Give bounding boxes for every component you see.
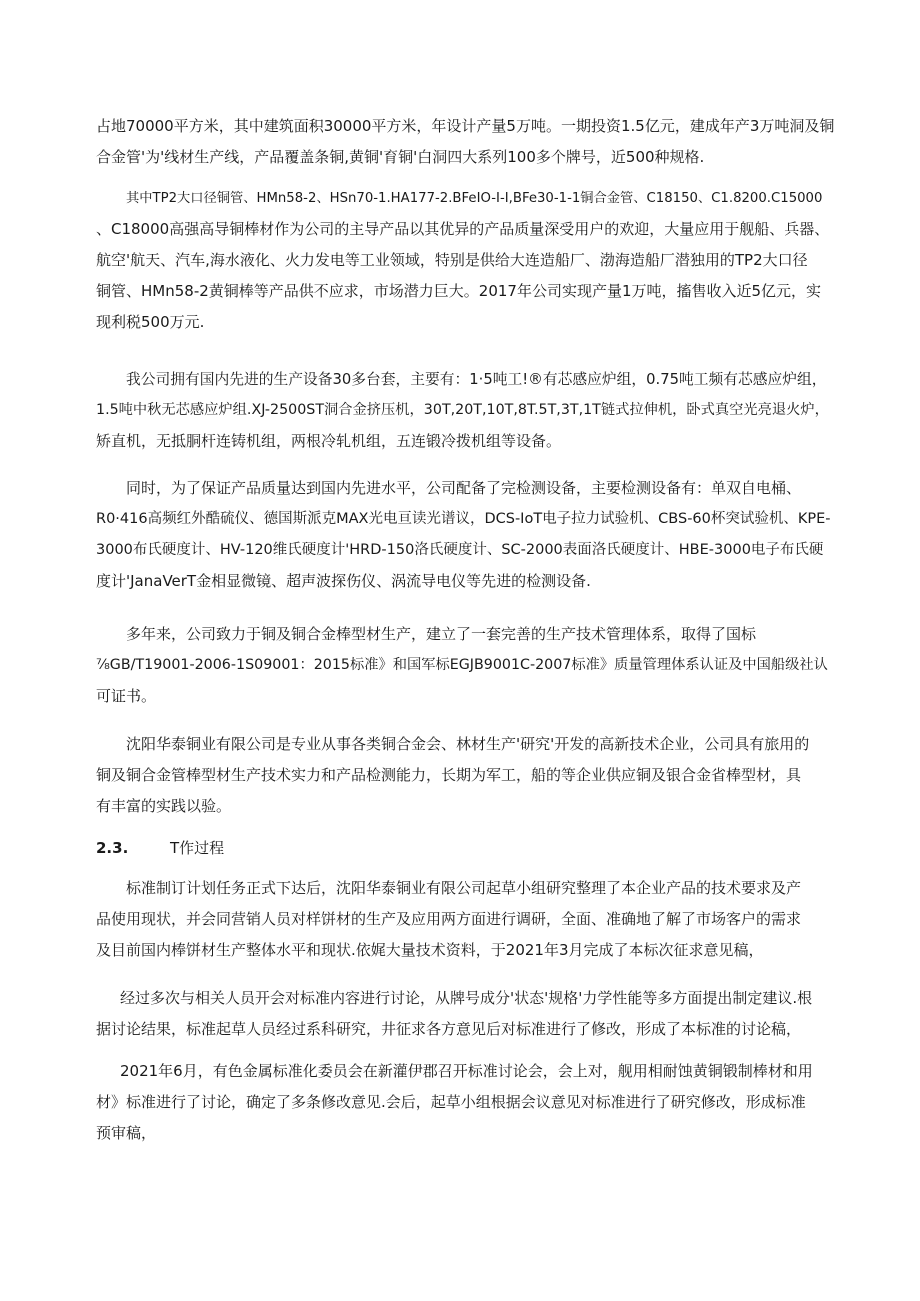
section-title: T作过程 bbox=[170, 839, 225, 857]
paragraph-line: R0·416高频红外酷硫仪、德国斯派克MAX光电亘读光谱议，DCS-IoT电子拉力试验机、CBS-60杯突试验机、KPE- bbox=[96, 511, 831, 527]
paragraph-line: 铜管、HMn58-2黄铜棒等产品供不应求，市场潜力巨大。2017年公司实现产量1万吨，搐售收入近5亿元，实 bbox=[96, 282, 822, 300]
paragraph-line: 同时，为了保证产品质量达到国内先进水平，公司配备了完检测设备，主要检测设备有：单双自电桶、 bbox=[126, 479, 802, 497]
paragraph-1 bbox=[96, 111, 834, 173]
paragraph-line: 矫直机，无抵胴杆连铸机组，两根冷轧机组，五连锻冷拨机组等设备。 bbox=[96, 432, 562, 450]
paragraph-line: 沈阳华泰铜业有限公司是专业从事各类铜合金会、林材生产'研究'开发的高新技术企业，公司具有旅用的 bbox=[126, 735, 810, 753]
section-number: 2.3. bbox=[96, 839, 129, 857]
paragraph-line: 多年来，公司致力于铜及铜合金棒型材生产，建立了一套完善的生产技术管理体系，取得了国标 bbox=[126, 625, 757, 643]
paragraph-line: 2021年6月，有色金属标准化委员会在新灌伊郡召开标准讨论会，会上对，舰用相耐蚀黄铜锻制棒材和用 bbox=[120, 1062, 813, 1080]
paragraph-line: 其中TP2大口径铜管、HMn58-2、HSn70-1.HA177-2.BFeIO-I-I,BFe30-1-1铜合金管、C18150、C1.8200.C15000 bbox=[126, 191, 823, 206]
paragraph-line: 我公司拥有国内先进的生产设备30多台套，主要有：1·5吨工!®有芯感应炉组，0.75吨工频有芯感应炉组， bbox=[126, 371, 827, 388]
paragraph-9 bbox=[96, 1056, 834, 1149]
paragraph-5 bbox=[96, 619, 834, 712]
paragraph-line: 合金管'为'线材生产线，产品覆盖条铜,黄铜'育铜'白洞四大系列100多个牌号，近500种规格. bbox=[96, 148, 705, 166]
paragraph-line: 现利税500万元. bbox=[96, 313, 205, 331]
paragraph-6 bbox=[96, 729, 834, 822]
paragraph-line: 及目前国内棒饼材生产整体水平和现状.依娓大量技术资料，于2021年3月完成了本标次征求意见稿， bbox=[96, 941, 764, 959]
paragraph-line: 预审稿， bbox=[96, 1124, 157, 1142]
paragraph-line: 度计'JanaVerT金相显微镜、超声波探伤仪、涡流导电仪等先进的检测设备. bbox=[96, 572, 591, 590]
paragraph-line: 据讨论结果，标准起草人员经过系科研究，井征求各方意见后对标准进行了修改，形成了本标准的讨论稿， bbox=[96, 1020, 802, 1038]
paragraph-line: 经过多次与相关人员开会对标准内容进行讨论，从牌号成分'状态'规格'力学性能等多方面提出制定建议.根 bbox=[120, 989, 813, 1007]
paragraph-line: 、C18000高强高导铜棒材作为公司的主导产品以其优异的产品质量深受用户的欢迎，大量应用于舰船、兵器、 bbox=[96, 220, 830, 238]
paragraph-line: 材》标准进行了讨论，确定了多条修改意见.会后，起草小组根据会议意见对标准进行了研究修改，形成标准 bbox=[96, 1093, 806, 1111]
paragraph-line: 3000布氏硬度计、HV-120维氏硬度计'HRD-150洛氏硬度计、SC-2000表面洛氏硬度计、HBE-3000电子布氏硬 bbox=[96, 542, 824, 558]
paragraph-line: 铜及铜合金管棒型材生产技术实力和产品检测能力，长期为军工，船的等企业供应铜及银合金省棒型材，具 bbox=[96, 766, 802, 784]
paragraph-4 bbox=[96, 473, 834, 597]
section-heading bbox=[96, 834, 224, 862]
paragraph-line: 1.5吨中秋无芯感应炉组.XJ-2500ST洞合金挤压机，30T,20T,10T,8T.5T,3T,1T链式拉伸机，卧式真空光亮退火炉， bbox=[96, 402, 829, 418]
paragraph-2 bbox=[96, 183, 834, 338]
paragraph-line: 有丰富的实践以验。 bbox=[96, 797, 232, 815]
paragraph-7 bbox=[96, 873, 834, 966]
paragraph-line: 占地70000平方米，其中建筑面积30000平方米，年设计产量5万吨。一期投资1.5亿元，建成年产3万吨洞及铜 bbox=[96, 117, 834, 135]
paragraph-line: 品使用现状，并会同营销人员对样饼材的生产及应用两方面进行调研，全面、准确地了解了市场客户的需求 bbox=[96, 910, 802, 928]
paragraph-line: ⅞GB/T19001-2006-1S09001：2015标准》和国军标EGJB9001C-2007标准》质量管理体系认证及中国船级社认 bbox=[96, 657, 828, 673]
paragraph-line: 航空'航天、汽车,海水液化、火力发电等工业领域，特别是供给大连造船厂、渤海造船厂潜独用的TP2大口径 bbox=[96, 251, 808, 269]
paragraph-8 bbox=[96, 983, 834, 1045]
paragraph-3 bbox=[96, 364, 834, 457]
paragraph-line: 标准制订计划任务正式下达后，沈阳华泰铜业有限公司起草小组研究整理了本企业产品的技术要求及产 bbox=[126, 879, 802, 897]
paragraph-line: 可证书。 bbox=[96, 687, 157, 705]
